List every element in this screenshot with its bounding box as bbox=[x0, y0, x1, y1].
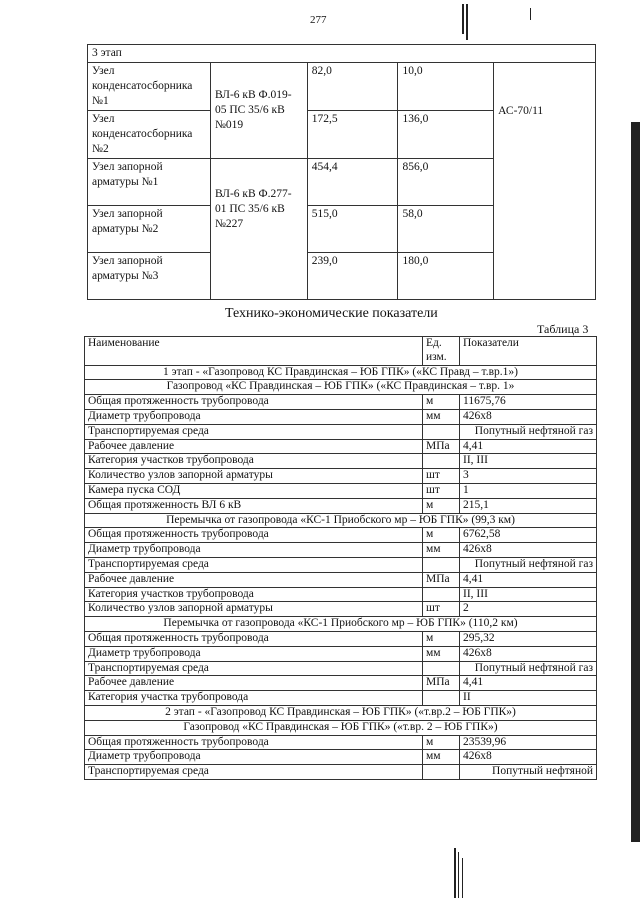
table-row bbox=[85, 587, 597, 602]
cell-value: 295,32 bbox=[460, 631, 597, 646]
node-name: Узел запорной арматуры №1 bbox=[88, 159, 211, 206]
header-unit: Ед. изм. bbox=[423, 337, 460, 366]
cell-value: 6762,58 bbox=[460, 528, 597, 543]
node-value-2: 58,0 bbox=[398, 206, 494, 253]
section-heading: Перемычка от газопровода «КС-1 Приобского мр – ЮБ ГПК» (110,2 км) bbox=[85, 617, 597, 632]
cell-unit: МПа bbox=[423, 439, 460, 454]
cell-unit: шт bbox=[423, 483, 460, 498]
table-row bbox=[85, 557, 597, 572]
table-row bbox=[85, 602, 597, 617]
node-value-1: 82,0 bbox=[307, 63, 398, 111]
table-row bbox=[85, 439, 597, 454]
table-row bbox=[88, 63, 596, 111]
cell-name: Рабочее давление bbox=[85, 572, 423, 587]
cell-value: 3 bbox=[460, 469, 597, 484]
cell-name: Транспортируемая среда bbox=[85, 557, 423, 572]
table-row bbox=[85, 765, 597, 780]
cell-name: Общая протяженность трубопровода bbox=[85, 631, 423, 646]
cell-unit: м bbox=[423, 735, 460, 750]
cell-value: 4,41 bbox=[460, 676, 597, 691]
cell-unit: шт bbox=[423, 469, 460, 484]
cell-name: Камера пуска СОД bbox=[85, 483, 423, 498]
cell-name: Количество узлов запорной арматуры bbox=[85, 469, 423, 484]
cell-value: 23539,96 bbox=[460, 735, 597, 750]
cell-unit: мм bbox=[423, 750, 460, 765]
cell-value: 1 bbox=[460, 483, 597, 498]
cell-name: Диаметр трубопровода bbox=[85, 646, 423, 661]
cell-name: Категория участков трубопровода bbox=[85, 454, 423, 469]
table-row bbox=[85, 691, 597, 706]
section-heading-row bbox=[85, 705, 597, 720]
table-row bbox=[85, 631, 597, 646]
table-row bbox=[85, 498, 597, 513]
cell-name: Диаметр трубопровода bbox=[85, 543, 423, 558]
cell-unit bbox=[423, 557, 460, 572]
cell-name: Диаметр трубопровода bbox=[85, 409, 423, 424]
section-heading: Перемычка от газопровода «КС-1 Приобского мр – ЮБ ГПК» (99,3 км) bbox=[85, 513, 597, 528]
section-heading-row bbox=[85, 365, 597, 380]
scan-mark bbox=[458, 852, 459, 898]
table-row bbox=[85, 735, 597, 750]
cell-unit: мм bbox=[423, 543, 460, 558]
node-value-1: 454,4 bbox=[307, 159, 398, 206]
cell-name: Количество узлов запорной арматуры bbox=[85, 602, 423, 617]
table-row bbox=[85, 395, 597, 410]
node-value-2: 856,0 bbox=[398, 159, 494, 206]
cell-unit: м bbox=[423, 528, 460, 543]
scan-mark bbox=[454, 848, 456, 898]
section-title: Технико-экономические показатели bbox=[225, 306, 438, 321]
cell-name: Общая протяженность трубопровода bbox=[85, 528, 423, 543]
stage3-label: 3 этап bbox=[88, 45, 596, 63]
cell-value: Попутный нефтяной газ bbox=[460, 661, 597, 676]
header-value: Показатели bbox=[460, 337, 597, 366]
section-heading-row bbox=[85, 380, 597, 395]
table-row bbox=[85, 750, 597, 765]
table-row bbox=[85, 676, 597, 691]
cell-unit: м bbox=[423, 498, 460, 513]
table-row bbox=[85, 572, 597, 587]
cell-unit: м bbox=[423, 631, 460, 646]
section-heading: 1 этап - «Газопровод КС Правдинская – ЮБ ГПК» («КС Правд – т.вр.1») bbox=[85, 365, 597, 380]
node-name: Узел запорной арматуры №2 bbox=[88, 206, 211, 253]
section-heading: Газопровод «КС Правдинская – ЮБ ГПК» («КС Правдинская – т.вр. 1» bbox=[85, 380, 597, 395]
cell-name: Категория участка трубопровода bbox=[85, 691, 423, 706]
page-number: 277 bbox=[310, 14, 327, 26]
cell-value: 2 bbox=[460, 602, 597, 617]
cell-value: 4,41 bbox=[460, 572, 597, 587]
node-value-2: 10,0 bbox=[398, 63, 494, 111]
cell-unit bbox=[423, 587, 460, 602]
table-row bbox=[85, 454, 597, 469]
table-header-row bbox=[85, 337, 597, 366]
node-value-1: 239,0 bbox=[307, 253, 398, 300]
scan-mark bbox=[462, 858, 463, 898]
stage3-table bbox=[87, 44, 596, 300]
node-name: Узел конденсатосборника №1 bbox=[88, 63, 211, 111]
table-label: Таблица 3 bbox=[537, 322, 589, 336]
cell-unit bbox=[423, 424, 460, 439]
table-row bbox=[85, 424, 597, 439]
table-row bbox=[85, 483, 597, 498]
scan-mark bbox=[631, 122, 640, 842]
section-heading-row bbox=[85, 617, 597, 632]
table-row bbox=[85, 646, 597, 661]
cell-value: 426х8 bbox=[460, 646, 597, 661]
stage3-header-row bbox=[88, 45, 596, 63]
scan-mark bbox=[530, 8, 531, 20]
cell-unit bbox=[423, 454, 460, 469]
cell-unit: МПа bbox=[423, 676, 460, 691]
node-name: Узел запорной арматуры №3 bbox=[88, 253, 211, 300]
node-name: Узел конденсатосборника №2 bbox=[88, 111, 211, 159]
cell-value: Попутный нефтяной газ bbox=[460, 557, 597, 572]
cell-unit bbox=[423, 691, 460, 706]
cell-name: Категория участков трубопровода bbox=[85, 587, 423, 602]
indicators-table bbox=[84, 336, 597, 780]
cell-value: 11675,76 bbox=[460, 395, 597, 410]
section-heading-row bbox=[85, 513, 597, 528]
wire-type: АС-70/11 bbox=[494, 63, 596, 300]
section-heading-row bbox=[85, 720, 597, 735]
table-row bbox=[85, 528, 597, 543]
cell-name: Диаметр трубопровода bbox=[85, 750, 423, 765]
cell-unit: мм bbox=[423, 646, 460, 661]
cell-name: Общая протяженность ВЛ 6 кВ bbox=[85, 498, 423, 513]
cell-name: Общая протяженность трубопровода bbox=[85, 735, 423, 750]
cell-name: Транспортируемая среда bbox=[85, 424, 423, 439]
node-value-1: 172,5 bbox=[307, 111, 398, 159]
scan-mark bbox=[466, 4, 468, 40]
node-value-1: 515,0 bbox=[307, 206, 398, 253]
line-group-1: ВЛ-6 кВ Ф.019-05 ПС 35/6 кВ №019 bbox=[210, 63, 307, 159]
section-heading: 2 этап - «Газопровод КС Правдинская – ЮБ ГПК» («т.вр.2 – ЮБ ГПК») bbox=[85, 705, 597, 720]
cell-name: Рабочее давление bbox=[85, 676, 423, 691]
cell-name: Транспортируемая среда bbox=[85, 661, 423, 676]
cell-unit: шт bbox=[423, 602, 460, 617]
cell-unit: мм bbox=[423, 409, 460, 424]
cell-value: 426х8 bbox=[460, 409, 597, 424]
cell-name: Общая протяженность трубопровода bbox=[85, 395, 423, 410]
cell-name: Транспортируемая среда bbox=[85, 765, 423, 780]
cell-value: II, III bbox=[460, 587, 597, 602]
cell-value: II bbox=[460, 691, 597, 706]
line-group-2: ВЛ-6 кВ Ф.277-01 ПС 35/6 кВ №227 bbox=[210, 159, 307, 300]
header-name: Наименование bbox=[85, 337, 423, 366]
table-row bbox=[85, 409, 597, 424]
cell-unit: м bbox=[423, 395, 460, 410]
cell-value: II, III bbox=[460, 454, 597, 469]
cell-unit bbox=[423, 765, 460, 780]
cell-value: 426х8 bbox=[460, 750, 597, 765]
scan-mark bbox=[462, 4, 464, 34]
cell-name: Рабочее давление bbox=[85, 439, 423, 454]
cell-value: Попутный нефтяной bbox=[460, 765, 597, 780]
cell-value: 4,41 bbox=[460, 439, 597, 454]
cell-value: Попутный нефтяной газ bbox=[460, 424, 597, 439]
section-heading: Газопровод «КС Правдинская – ЮБ ГПК» («т.вр. 2 – ЮБ ГПК») bbox=[85, 720, 597, 735]
table-row bbox=[85, 469, 597, 484]
table-row bbox=[85, 543, 597, 558]
cell-value: 215,1 bbox=[460, 498, 597, 513]
node-value-2: 180,0 bbox=[398, 253, 494, 300]
cell-unit bbox=[423, 661, 460, 676]
node-value-2: 136,0 bbox=[398, 111, 494, 159]
cell-unit: МПа bbox=[423, 572, 460, 587]
table-row bbox=[85, 661, 597, 676]
cell-value: 426х8 bbox=[460, 543, 597, 558]
